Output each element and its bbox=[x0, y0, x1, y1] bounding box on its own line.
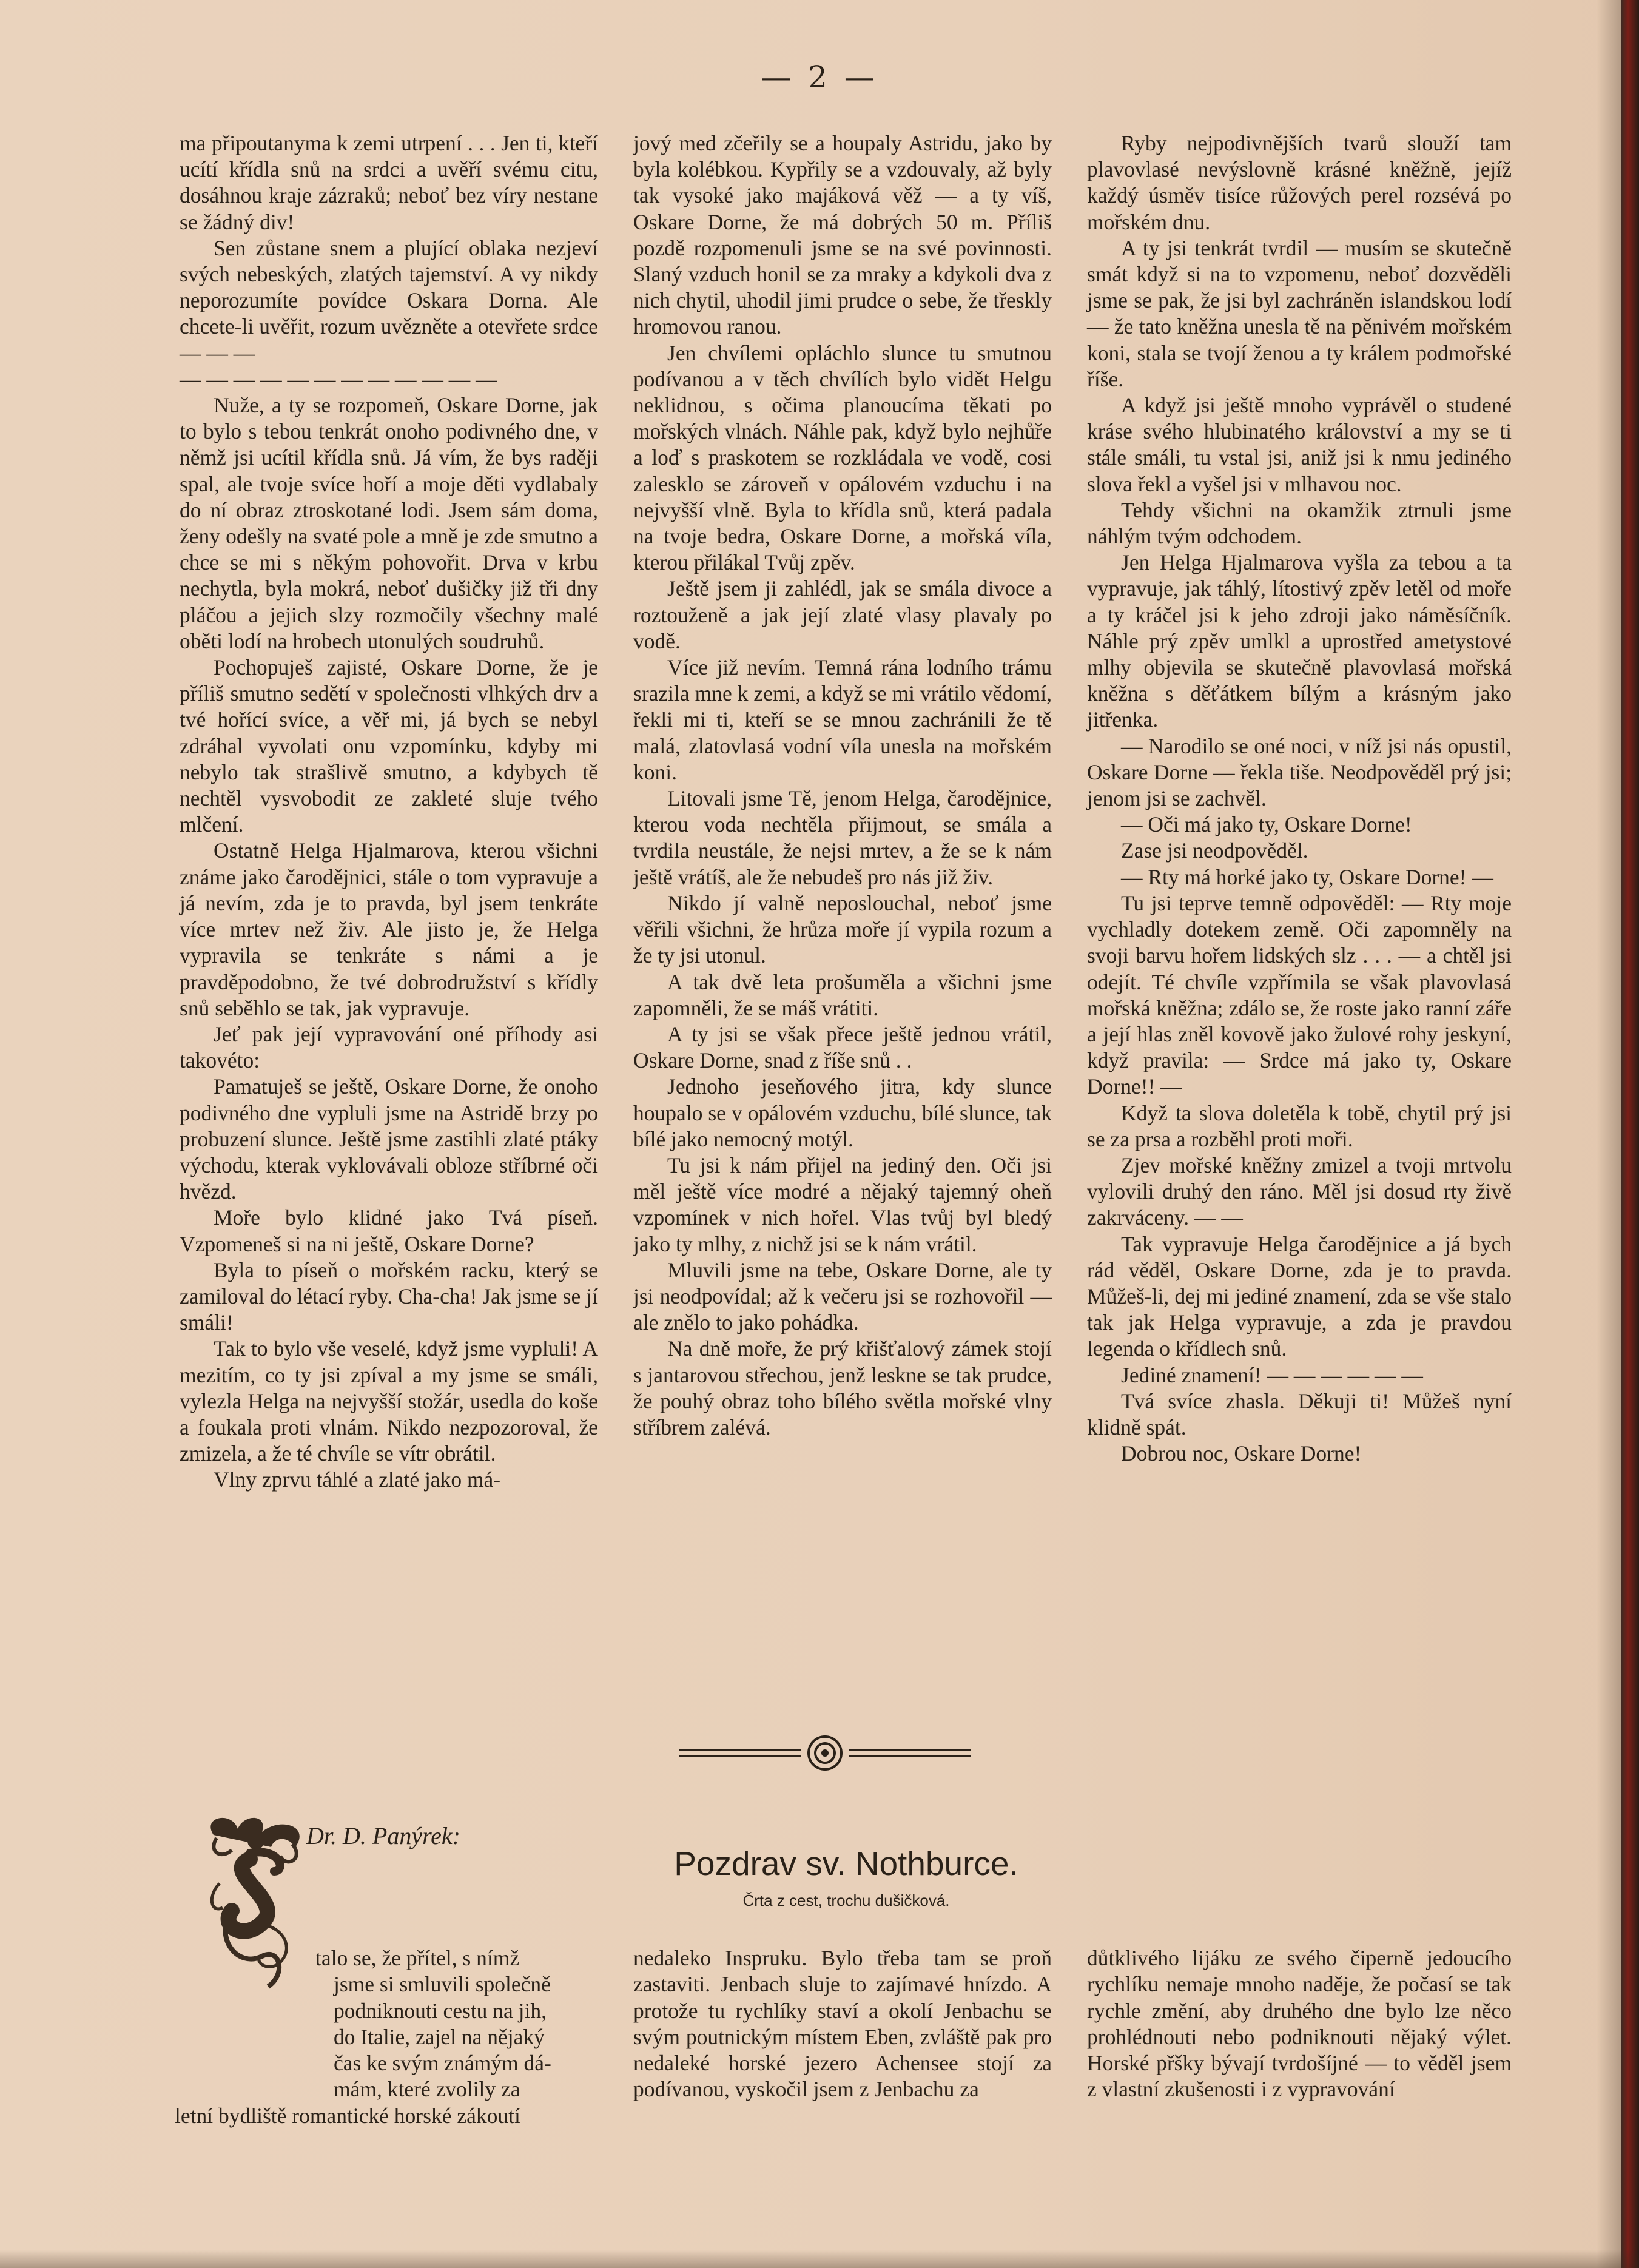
story-paragraph: — Narodilo se oné noci, v níž jsi nás opustil, Oskare Dorne — řekla tiše. Neodpověděl prý jsi; jenom jsi se zachvěl. bbox=[1087, 733, 1512, 811]
story-paragraph: Když ta slova doletěla k tobě, chytil prý jsi se za prsa a rozběhl proti moři. bbox=[1087, 1100, 1512, 1151]
article-paragraph: nedaleko Inspruku. Bylo třeba tam se proň zastaviti. Jenbach sluje to zajímavé hnízdo. A protože tu rychlíky staví a okolí Jenbachu se svým poutnickým místem Eben, zvláště pak pro nedaleké horské jezero Achensee stojí za podívanou, vyskočil jsem z Jenbachu za bbox=[633, 1946, 1052, 2102]
story-paragraph: Moře bylo klidné jako Tvá píseň. Vzpomeneš si na ni ještě, Oskare Dorne? bbox=[180, 1205, 598, 1256]
article-column-1 bbox=[175, 1945, 601, 2128]
article-column-3 bbox=[1087, 1945, 1512, 2103]
story-paragraph: Ostatně Helga Hjalmarova, kterou všichni známe jako čarodějnici, stále o tom vypravuje a já nevím, zda je to pravda, byl jsem tenkráte více mrtev než živ. Ale jisto je, že Helga vypravila se tenkráte s námi a je pravděpodobno, že tvé dobrodružství s křídly snů seběhlo se tak, jak vypravuje. bbox=[180, 838, 598, 1020]
article-title: Pozdrav sv. Nothburce. bbox=[674, 1845, 1018, 1882]
story-paragraph: Mluvili jsme na tebe, Oskare Dorne, ale ty jsi neodpovídal; až k večeru jsi se rozhovořil — ale znělo to jako pohádka. bbox=[633, 1257, 1052, 1335]
article-column-2 bbox=[633, 1945, 1052, 2103]
bottom-edge-shadow bbox=[0, 2250, 1639, 2268]
story-paragraph: Pamatuješ se ještě, Oskare Dorne, že onoho podivného dne vypluli jsme na Astridě brzy po probuzení slunce. Ještě jsme zastihli zlaté ptáky východu, kterak vyklovávali obloze stříbrné oči hvězd. bbox=[180, 1074, 598, 1204]
story-paragraph: Jediné znamení! — — — — — — bbox=[1121, 1362, 1423, 1387]
story-paragraph: Tehdy všichni na okamžik ztrnuli jsme náhlým tvým odchodem. bbox=[1087, 497, 1512, 549]
story-column-3 bbox=[1087, 130, 1512, 1467]
story-paragraph: Jen chvílemi opláchlo slunce tu smutnou podívanou a v těch chvílích bylo vidět Helgu neklidnou, s očima planoucíma těkati po mořských vlnách. Náhle pak, když bylo nejhůře a loď s praskotem se rozkládala ve vodě, cosi zalesklo se zároveň v opálovém vzduchu i na nejvyšší vlně. Byla to křídla snů, která padala na tvoje bedra, Oskare Dorne, a mořská víla, kterou přilákal Tvůj zpěv. bbox=[633, 340, 1052, 575]
story-paragraph: Tu jsi teprve temně odpověděl: — Rty moje vychladly dotekem země. Oči zapomněly na svoji barvu hořem lidských slz . . . — a chtěl jsi odejít. Té chvíle vzpřímila se však plavovlasá mořská kněžna; zdálo se, že roste jako ranní záře a její hlas zněl kovově jako žulové rohy jeskyní, když pravila: — Srdce má jako ty, Oskare Dorne!! — bbox=[1087, 890, 1512, 1099]
article-paragraph: důtklivého lijáku ze svého čiperně jedoucího rychlíku nemaje mnoho naděje, že počasí se tak rychle změní, aby druhého dne bylo lze něco prohlédnouti nebo podniknouti nějaký výlet. Horské přšky bývají tvrdošíjné — to věděl jsem z vlastní zkušenosti i z vypravování bbox=[1087, 1946, 1512, 2102]
binding-shadow bbox=[1597, 0, 1621, 2268]
story-paragraph: ma připoutanyma k zemi utrpení . . . Jen ti, kteří ucítí křídla snů na srdci a uvěří svému citu, dosáhnou kraje zázraků; neboť bez víry nestane se žádný div! bbox=[180, 131, 598, 234]
story-paragraph: Nuže, a ty se rozpomeň, Oskare Dorne, jak to bylo s tebou tenkrát onoho podivného dne, v němž jsi ucítil křídla snů. Já vím, že bys raději spal, ale tvoje svíce hoří a moje děti vydlabaly do ní obraz ztroskotané lodi. Jsem sám doma, ženy odešly na svaté pole a mně je zde smutno a chce se mi s někým pohovořit. Drva v krbu nechytla, byla mokrá, neboť dušičky již tři dny pláčou a jejich slzy rozmočily všechny malé oběti lodí na hrobech utonulých soudruhů. bbox=[180, 393, 598, 653]
article-line: mám, které zvolily za bbox=[334, 2077, 520, 2102]
story-paragraph: Tak vypravuje Helga čarodějnice a já bych rád věděl, Oskare Dorne, zda je to pravda. Můžeš-li, dej mi jediné znamení, zda se vše stalo tak jak Helga vypravuje, a zda je pravdou legenda o křídlech snů. bbox=[1087, 1231, 1512, 1361]
story-column-1 bbox=[180, 130, 598, 1493]
article-line: do Italie, zajel na nějaký bbox=[334, 2024, 545, 2049]
story-paragraph: A ty jsi tenkrát tvrdil — musím se skutečně smát když si na to vzpomenu, neboť dozvěděli jsme se pak, že jsi byl zachráněn islandskou lodí — že tato kněžna unesla tě na pěnivém mořském koni, stala se tvojí ženou a ty králem podmořské říše. bbox=[1087, 235, 1512, 391]
story-paragraph: Více již nevím. Temná rána lodního trámu srazila mne k zemi, a když se mi vrátilo vědomí, řekli mi ti, kteří se se mnou zachránili že tě malá, zlatovlasá vodní víla unesla na mořském koni. bbox=[633, 655, 1052, 784]
story-paragraph: Tu jsi k nám přijel na jediný den. Oči jsi měl ještě více modré a nějaký tajemný oheň vzpomínek v nich hořel. Vlas tvůj byl bledý jako ty mlhy, z nichž jsi se k nám vrátil. bbox=[633, 1153, 1052, 1256]
story-paragraph: Zjev mořské kněžny zmizel a tvoji mrtvolu vylovili druhý den ráno. Měl jsi dosud rty živě zakrváceny. — — bbox=[1087, 1153, 1512, 1230]
ornamental-initial-s bbox=[195, 1811, 317, 1993]
story-paragraph: — — — — — — — — — — — — bbox=[180, 366, 497, 391]
story-paragraph: Litovali jsme Tě, jenom Helga, čarodějnice, kterou voda nechtěla přijmout, se smála a tvrdila neustále, že nejsi mrtev, a že se k nám ještě vrátíš, ale že nebudeš pro nás již živ. bbox=[633, 786, 1052, 889]
story-paragraph: Pochopuješ zajisté, Oskare Dorne, že je příliš smutno sedětí v společnosti vlhkých drv a tvé hořící svíce, a věř mi, já bych se nebyl zdráhal vyvolati onu vzpomínku, kdyby mi nebylo tak strašlivě smutno, a kdybych tě nechtěl vysvobodit ze zakleté sluje tvého mlčení. bbox=[180, 655, 598, 837]
story-paragraph: — Oči má jako ty, Oskare Dorne! bbox=[1121, 812, 1412, 837]
article-line: podniknouti cestu na jih, bbox=[334, 1998, 547, 2023]
article-line: letní bydliště romantické horské zákoutí bbox=[175, 2103, 520, 2128]
story-paragraph: Na dně moře, že prý křišťalový zámek stojí s jantarovou střechou, jenž leskne se tak prudce, že pouhý obraz toho bílého světla mořské vlny stříbrem zalévá. bbox=[633, 1336, 1052, 1439]
story-paragraph: Ještě jsem ji zahlédl, jak se smála divoce a roztouženě a jak její zlaté vlasy plavaly po vodě. bbox=[633, 576, 1052, 653]
story-paragraph: Nikdo jí valně neposlouchal, neboť jsme věřili všichni, že hrůza moře jí vypila rozum a že ty jsi utonul. bbox=[633, 890, 1052, 968]
article-line: jsme si smluvili společně bbox=[334, 1972, 551, 1997]
book-spine bbox=[1621, 0, 1639, 2268]
story-paragraph: Jeť pak její vypravování oné příhody asi takovéto: bbox=[180, 1021, 598, 1073]
story-paragraph: Jednoho jeseňového jitra, kdy slunce houpalo se v opálovém vzduchu, bílé slunce, tak bílé jako nemocný motýl. bbox=[633, 1074, 1052, 1151]
story-paragraph: Sen zůstane snem a plující oblaka nezjeví svých nebeských, zlatých tajemství. A vy nikdy neporozumíte povídce Oskara Dorna. Ale chcete-li uvěřit, rozum uvězněte a otevřete srdce — — — bbox=[180, 235, 598, 365]
story-paragraph: — Rty má horké jako ty, Oskare Dorne! — bbox=[1121, 864, 1493, 889]
story-paragraph: A ty jsi se však přece ještě jednou vrátil, Oskare Dorne, snad z říše snů . . bbox=[633, 1021, 1052, 1073]
story-column-2 bbox=[633, 130, 1052, 1441]
article-author: Dr. D. Panýrek: bbox=[306, 1822, 461, 1849]
section-divider bbox=[679, 1735, 971, 1771]
story-paragraph: Tvá svíce zhasla. Děkuji ti! Můžeš nyní klidně spát. bbox=[1087, 1388, 1512, 1439]
page-number: — 2 — bbox=[761, 59, 878, 95]
story-paragraph: A když jsi ještě mnoho vyprávěl o studené kráse svého hlubinatého království a my se ti stále smáli, tu vstal jsi, aniž jsi k nmu jediného slova řekl a vyšel jsi v mlhavou noc. bbox=[1087, 393, 1512, 496]
article-line: talo se, že přítel, s nímž bbox=[315, 1946, 520, 1970]
article-subtitle: Črta z cest, trochu dušičková. bbox=[742, 1891, 950, 1910]
story-paragraph: Byla to píseň o mořském racku, který se zamiloval do létací ryby. Cha-cha! Jak jsme se jí smáli! bbox=[180, 1257, 598, 1335]
story-paragraph: A tak dvě leta prošuměla a všichni jsme zapomněli, že se máš vrátiti. bbox=[633, 969, 1052, 1020]
story-paragraph: Vlny zprvu táhlé a zlaté jako má- bbox=[214, 1467, 501, 1492]
story-paragraph: jový med zčeřily se a houpaly Astridu, jako by byla kolébkou. Kypřily se a vzdouvaly, až byly tak vysoké jako majáková věž — a ty víš, Oskare Dorne, že má dobrých 50 m. Příliš pozdě rozpomenuli jsme se na své povinnosti. Slaný vzduch honil se za mraky a kdykoli dva z nich chytil, uhodil jimi prudce o sebe, že třeskly hromovou ranou. bbox=[633, 131, 1052, 339]
story-paragraph: Ryby nejpodivnějších tvarů slouží tam plavovlasé nevýslovně krásné kněžně, jejíž každý úsměv tisíce růžových perel rozsévá po mořském dnu. bbox=[1087, 131, 1512, 234]
story-paragraph: Zase jsi neodpověděl. bbox=[1121, 838, 1308, 863]
story-paragraph: Tak to bylo vše veselé, když jsme vypluli! A mezitím, co ty jsi zpíval a my jsme se smáli, vylezla Helga na nejvyšší stožár, usedla do koše a foukala proti vlnám. Nikdo nezpozoroval, že zmizela, a že té chvíle se vítr obrátil. bbox=[180, 1336, 598, 1466]
story-paragraph: Jen Helga Hjalmarova vyšla za tebou a ta vypravuje, jak táhlý, lítostivý zpěv letěl od moře a ty kráčel jsi k jeho zdroji jako náměsíčník. Náhle prý zpěv umlkl a uprostřed ametystové mlhy objevila se skutečně plavovlasá mořská kněžna s děťátkem bílým a krásným jako jitřenka. bbox=[1087, 550, 1512, 732]
article-line: čas ke svým známým dá- bbox=[334, 2051, 551, 2076]
story-paragraph: Dobrou noc, Oskare Dorne! bbox=[1121, 1441, 1362, 1466]
